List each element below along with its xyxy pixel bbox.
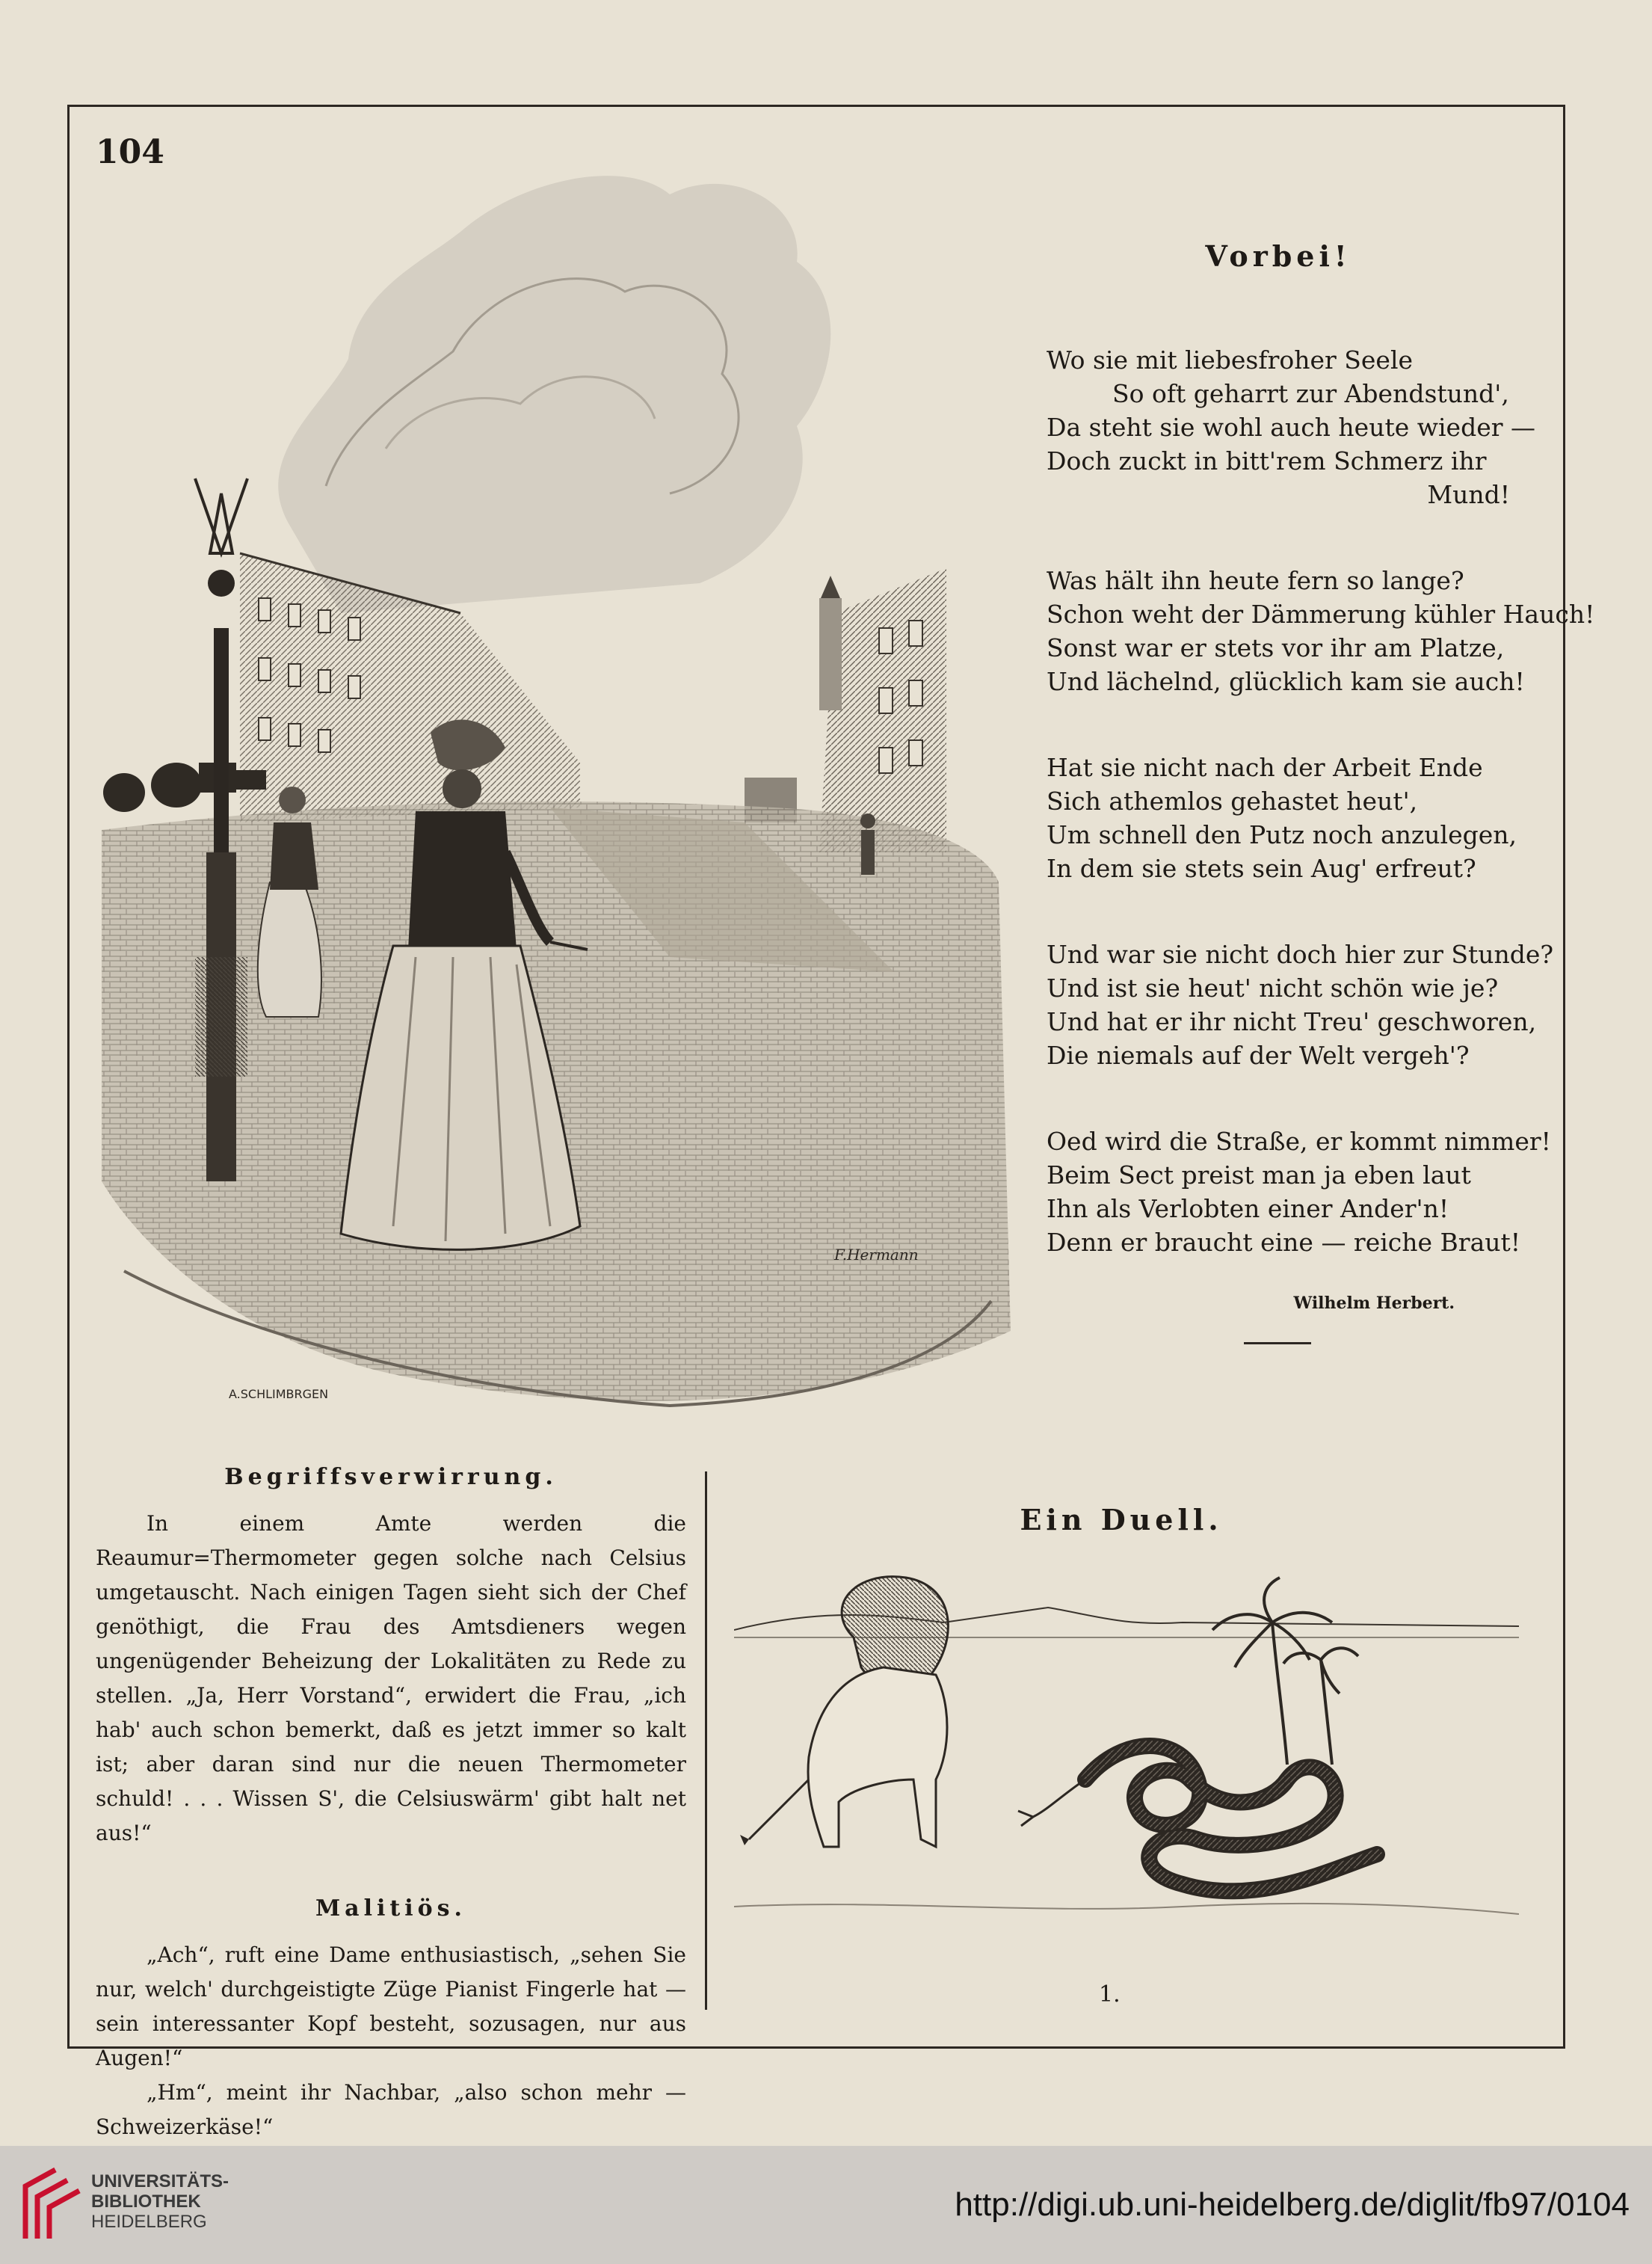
poem-stanza-1	[1047, 343, 1535, 511]
poem-vorbei	[1047, 239, 1595, 1313]
malitioes-title: Malitiös.	[315, 1895, 467, 1922]
poem-line: Mund!	[1427, 480, 1510, 509]
lion-snake-illustration	[734, 1555, 1519, 1959]
poem-line: Und lächelnd, glücklich kam sie auch!	[1047, 667, 1525, 696]
malitioes-text-1: „Ach“, ruft eine Dame enthusiastisch, „sehen Sie nur, welch' durchgeistigte Züge Pianist Fingerle hat — sein interessanter Kopf besteht, sozusagen, nur aus Augen!“	[96, 1942, 686, 2070]
begriffs-text: In einem Amte werden die Reaumur=Thermometer gegen solche nach Celsius umgetauscht. Nach einigen Tagen sieht sich der Chef genöthigt, die Frau des Amtsdieners wegen ungenügender Beheizung der Lokalitäten zu Rede zu stellen. „Ja, Herr Vorstand“, erwidert die Frau, „ich hab' auch schon bemerkt, daß es jetzt immer so kalt ist; aber daran sind nur die neuen Thermometer schuld! . . . Wissen S', die Celsiuswärm' gibt halt net aus!“	[96, 1511, 686, 1845]
duell-title: Ein Duell.	[1020, 1503, 1223, 1536]
poem-line: Beim Sect preist man ja eben laut	[1047, 1160, 1471, 1190]
poem-line: Wo sie mit liebesfroher Seele	[1047, 345, 1414, 375]
poem-stanza-2	[1047, 564, 1595, 698]
poem-line: Um schnell den Putz noch anzulegen,	[1047, 820, 1517, 849]
section-divider	[1244, 1342, 1311, 1344]
library-footer	[0, 2146, 1652, 2264]
poem-stanza-3	[1047, 751, 1517, 885]
begriffs-title: Begriffsverwirrung.	[224, 1464, 558, 1490]
poem-line: Denn er braucht eine — reiche Braut!	[1047, 1228, 1521, 1257]
poem-stanza-4	[1047, 938, 1554, 1072]
library-name-line-3: HEIDELBERG	[91, 2212, 207, 2232]
poem-line: Und war sie nicht doch hier zur Stunde?	[1047, 940, 1554, 969]
poem-line: So oft geharrt zur Abendstund',	[1112, 379, 1509, 408]
street-scene-illustration	[102, 135, 1011, 1424]
poem-line: Was hält ihn heute fern so lange?	[1047, 566, 1464, 595]
poem-line: Ihn als Verlobten einer Ander'n!	[1047, 1194, 1449, 1223]
poem-line: Hat sie nicht nach der Arbeit Ende	[1047, 753, 1483, 782]
poem-line: Doch zuckt in bitt'rem Schmerz ihr	[1047, 446, 1487, 476]
poem-line: Und hat er ihr nicht Treu' geschworen,	[1047, 1007, 1537, 1036]
university-library-logo-icon[interactable]	[18, 2164, 85, 2246]
poem-line: Schon weht der Dämmerung kühler Hauch!	[1047, 600, 1595, 629]
poem-line: Sonst war er stets vor ihr am Platze,	[1047, 633, 1505, 662]
digital-object-url-link[interactable]: http://digi.ub.uni-heidelberg.de/diglit/fb97/0104	[955, 2186, 1630, 2223]
poem-stanza-5	[1047, 1125, 1551, 1259]
poem-line: In dem sie stets sein Aug' erfreut?	[1047, 854, 1476, 883]
poem-line: Oed wird die Straße, er kommt nimmer!	[1047, 1127, 1551, 1156]
poem-author: Wilhelm Herbert.	[1293, 1294, 1455, 1313]
illustration-signature-right: F.Hermann	[834, 1246, 919, 1264]
library-name-line-2: BIBLIOTHEK	[91, 2191, 201, 2212]
poem-title: Vorbei!	[1205, 239, 1352, 273]
poem-line: Die niemals auf der Welt vergeh'?	[1047, 1041, 1470, 1070]
poem-line: Sich athemlos gehastet heut',	[1047, 787, 1418, 816]
library-name	[91, 2171, 229, 2232]
library-name-line-1: UNIVERSITÄTS-	[91, 2171, 229, 2191]
poem-line: Da steht sie wohl auch heute wieder —	[1047, 413, 1535, 442]
poem-line: Und ist sie heut' nicht schön wie je?	[1047, 973, 1499, 1003]
column-separator	[705, 1471, 707, 2010]
malitioes-text-2: „Hm“, meint ihr Nachbar, „also schon mehr — Schweizerkäse!“	[96, 2080, 686, 2139]
anecdotes-column	[96, 1464, 686, 2144]
illustration-signature-left: A.SCHLIMBRGEN	[229, 1387, 329, 1401]
page-number: 104	[96, 133, 164, 171]
duell-caption: 1.	[1099, 1981, 1121, 2008]
